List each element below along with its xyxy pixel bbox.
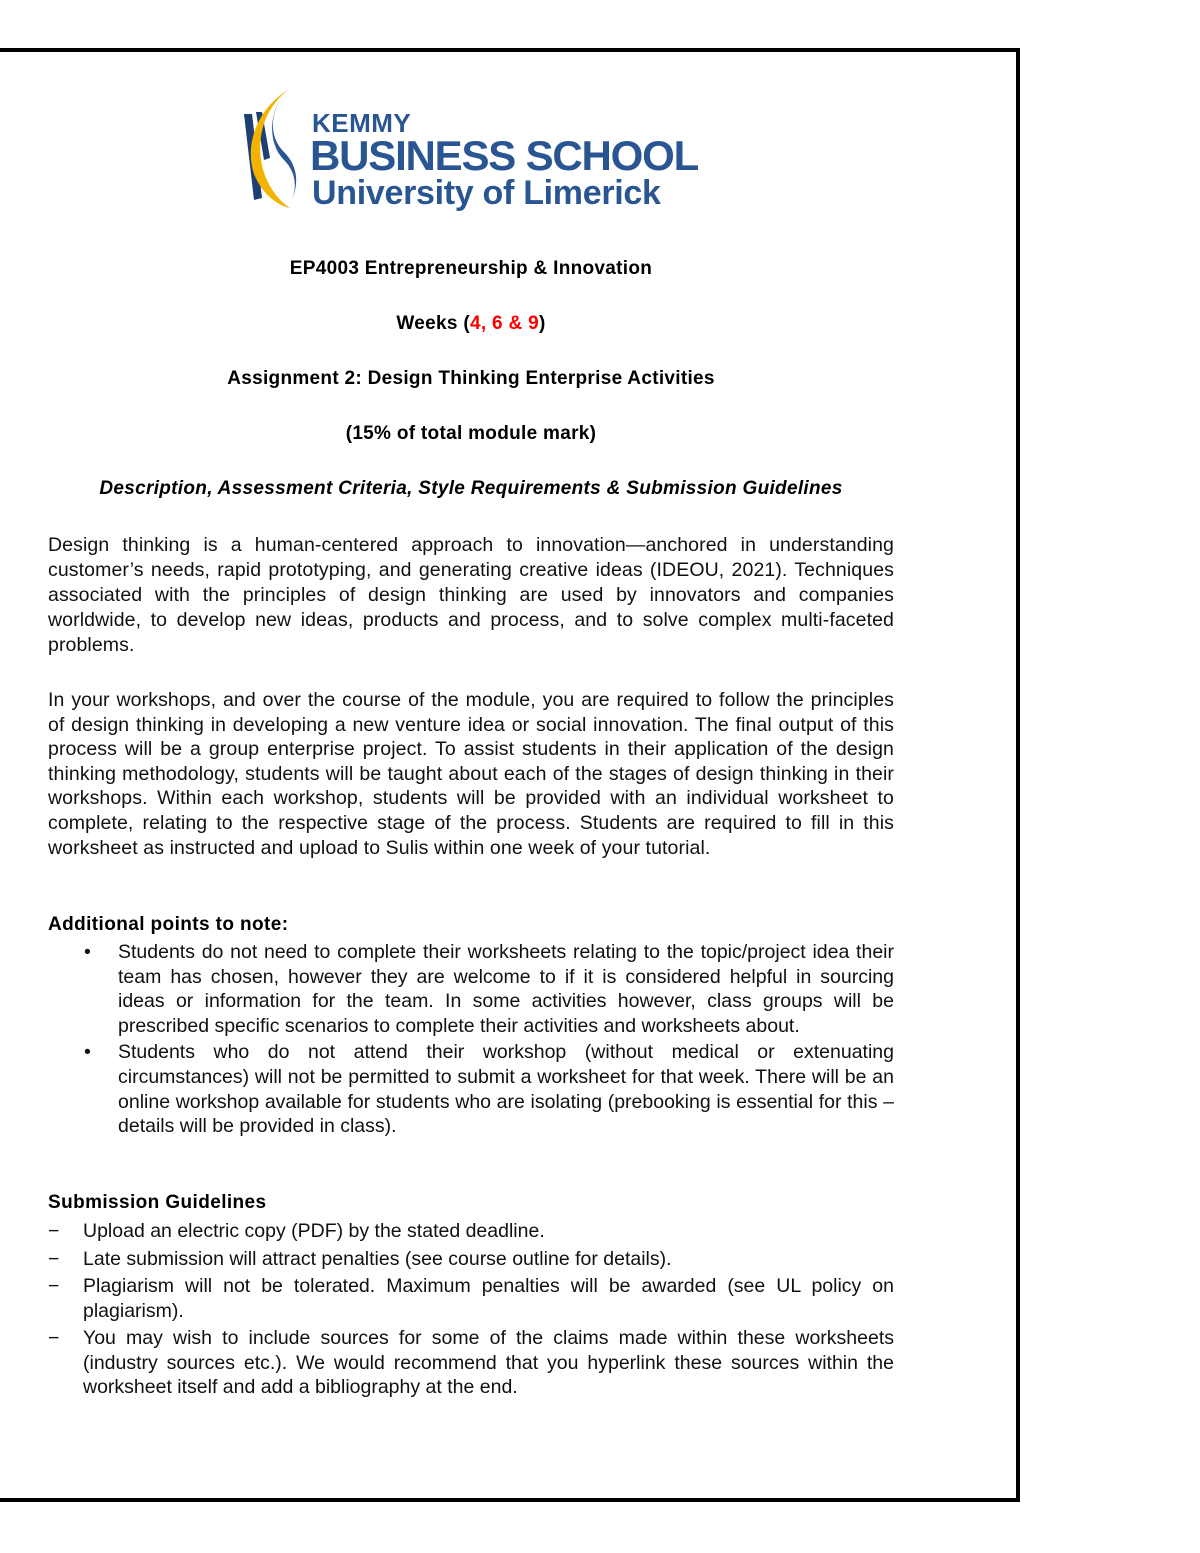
logo-swoosh-icon: [240, 88, 310, 218]
list-item-text: Plagiarism will not be tolerated. Maximum penalties will be awarded (see UL policy on plagiarism).: [83, 1275, 894, 1322]
module-weight: (15% of total module mark): [345, 423, 597, 444]
additional-points-heading: Additional points to note:: [48, 914, 289, 935]
bullet-icon: •: [84, 941, 91, 963]
submission-guidelines-heading: Submission Guidelines: [48, 1192, 267, 1213]
list-item-text: Upload an electric copy (PDF) by the stated deadline.: [83, 1220, 545, 1242]
assignment-title: Assignment 2: Design Thinking Enterprise Activities: [227, 368, 715, 389]
dash-icon: −: [48, 1275, 60, 1297]
submission-guidelines-list: [48, 1219, 894, 1403]
logo-kemmy-text: KEMMY: [312, 108, 412, 138]
list-item-text: Students who do not attend their workshop (without medical or extenuating circumstances) will not be permitted to submit a worksheet for that week. There will be an online workshop available for students who are isolating (prebooking is essential for this – details will be provided in class).: [118, 1041, 894, 1138]
list-item: [48, 940, 894, 1038]
dash-icon: −: [48, 1247, 60, 1270]
bullet-icon: •: [84, 1041, 91, 1064]
list-item: [48, 1219, 894, 1244]
dash-icon: −: [48, 1220, 60, 1242]
list-item: [48, 1274, 894, 1323]
additional-points-list: [48, 940, 894, 1141]
list-item-text: Students do not need to complete their worksheets relating to the topic/project idea their team has chosen, however they are welcome to if it is considered helpful in sourcing ideas or information for the team. In some activities however, class groups will be prescribed specific scenarios to complete their activities and worksheets about.: [118, 941, 894, 1037]
dash-icon: −: [48, 1327, 60, 1349]
list-item: [48, 1040, 894, 1138]
logo-university-text: University of Limerick: [312, 174, 661, 212]
weeks-values: 4, 6 & 9: [470, 313, 539, 334]
kemmy-business-school-logo: [240, 88, 710, 218]
weeks-suffix: ): [538, 313, 546, 334]
document-subtitle: Description, Assessment Criteria, Style Requirements & Submission Guidelines: [99, 478, 843, 499]
logo-business-school-text: BUSINESS SCHOOL: [310, 132, 699, 179]
weeks-line: [48, 313, 894, 335]
list-item-text: Late submission will attract penalties (see course outline for details).: [83, 1247, 672, 1270]
workshop-paragraph: In your workshops, and over the course of the module, you are required to follow the principles of design thinking in developing a new venture idea or social innovation. The final output of this process will be a group enterprise project. To assist students in their application of the design thinking methodology, students will be taught about each of the stages of design thinking in their workshops. Within each workshop, students will be provided with an individual worksheet to complete, relating to the respective stage of the process. Students are required to fill in this worksheet as instructed and upload to Sulis within one week of your tutorial.: [48, 689, 894, 859]
list-item: [48, 1247, 894, 1272]
list-item-text: You may wish to include sources for some of the claims made within these worksheets (industry sources etc.). We would recommend that you hyperlink these sources within the worksheet itself and add a bibliography at the end.: [83, 1327, 894, 1398]
list-item: [48, 1326, 894, 1400]
intro-paragraph: Design thinking is a human-centered approach to innovation—anchored in understanding customer’s needs, rapid prototyping, and generating creative ideas (IDEOU, 2021). Techniques associated with the principles of design thinking are used by innovators and companies worldwide, to develop new ideas, products and process, and to solve complex multi-faceted problems.: [48, 534, 894, 656]
weeks-prefix: Weeks (: [396, 313, 470, 334]
course-title: EP4003 Entrepreneurship & Innovation: [289, 258, 653, 279]
